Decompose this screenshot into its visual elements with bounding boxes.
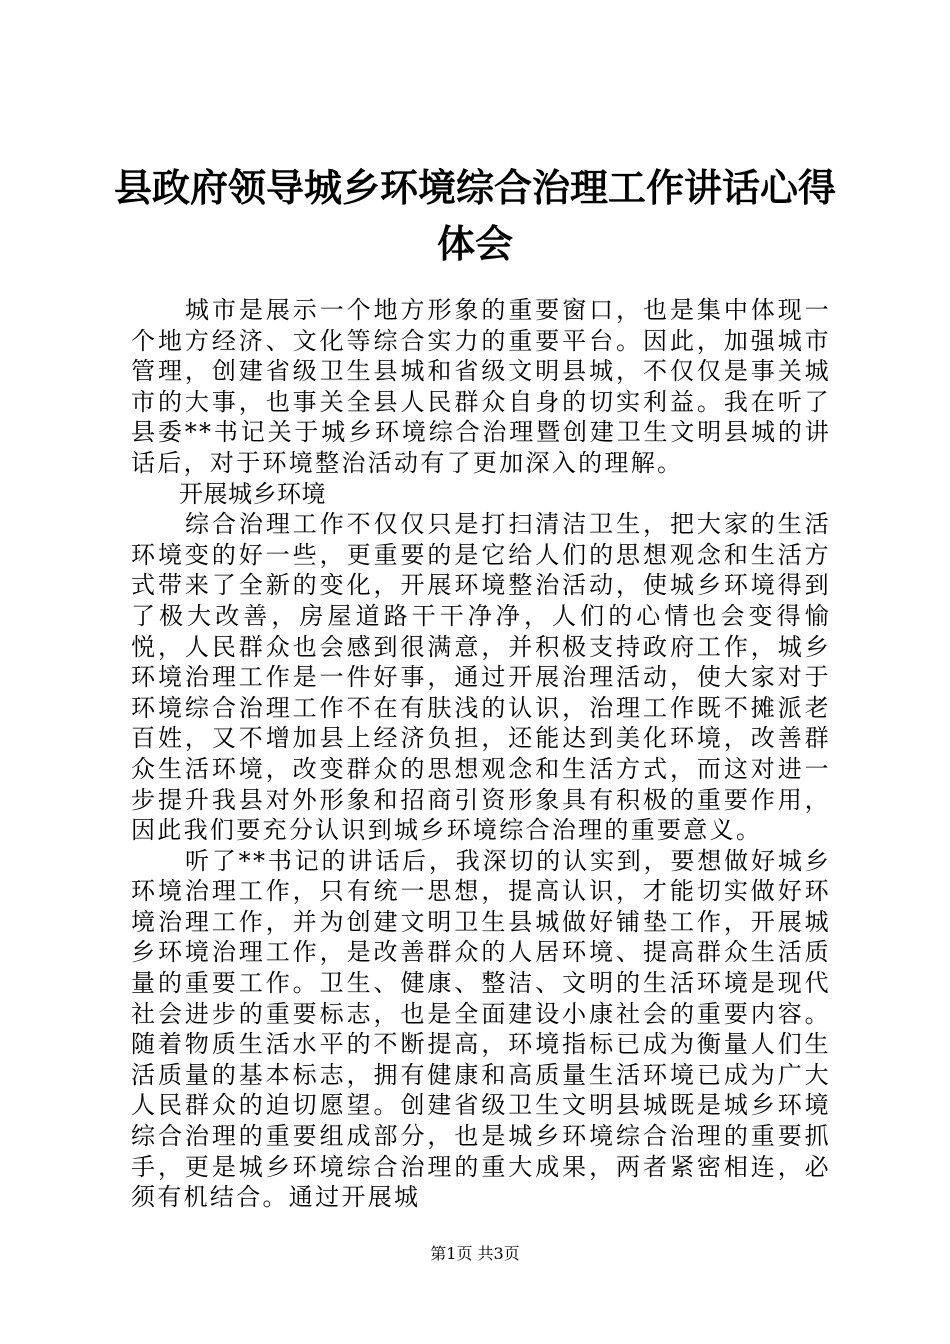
page-footer: 第1页 共3页	[430, 1244, 520, 1263]
paragraph-intro: 城市是展示一个地方形象的重要窗口，也是集中体现一个地方经济、文化等综合实力的重要平台。因此，加强城市管理，创建省级卫生县城和省级文明县城，不仅仅是事关城市的大事，也事关全县人民群众自身的切实利益。我在听了县委**书记关于城乡环境综合治理暨创建卫生文明县城的讲话后，对于环境整治活动有了更加深入的理解。	[131, 296, 831, 477]
paragraph-speech-reflection: 听了**书记的讲话后，我深切的认实到，要想做好城乡环境治理工作，只有统一思想，提高认识，才能切实做好环境治理工作，并为创建文明卫生县城做好铺垫工作，开展城乡环境治理工作，是改善群众的人居环境、提高群众生活质量的重要工作。卫生、健康、整洁、文明的生活环境是现代社会进步的重要标志，也是全面建设小康社会的重要内容。随着物质生活水平的不断提高，环境指标已成为衡量人们生活质量的基本标志，拥有健康和高质量生活环境已成为广大人民群众的迫切愿望。创建省级卫生文明县城既是城乡环境综合治理的重要组成部分，也是城乡环境综合治理的重要抓手，更是城乡环境综合治理的重大成果，两者紧密相连，必须有机结合。通过开展城	[131, 846, 831, 1212]
document-title: 县政府领导城乡环境综合治理工作讲话心得体会	[113, 165, 836, 266]
paragraph-governance: 综合治理工作不仅仅只是打扫清洁卫生，把大家的生活环境变的好一些，更重要的是它给人们的思想观念和生活方式带来了全新的变化，开展环境整治活动，使城乡环境得到了极大改善，房屋道路干干净净，人们的心情也会变得愉悦，人民群众也会感到很满意，并积极支持政府工作，城乡环境治理工作是一件好事，通过开展治理活动，使大家对于环境综合治理工作不在有肤浅的认识，治理工作既不摊派老百姓，又不增加县上经济负担，还能达到美化环境，改善群众生活环境，改变群众的思想观念和生活方式，而这对进一步提升我县对外形象和招商引资形象具有积极的重要作用，因此我们要充分认识到城乡环境综合治理的重要意义。	[131, 510, 831, 845]
paragraph-subheading: 开展城乡环境	[179, 479, 326, 508]
document-body	[131, 295, 831, 1213]
